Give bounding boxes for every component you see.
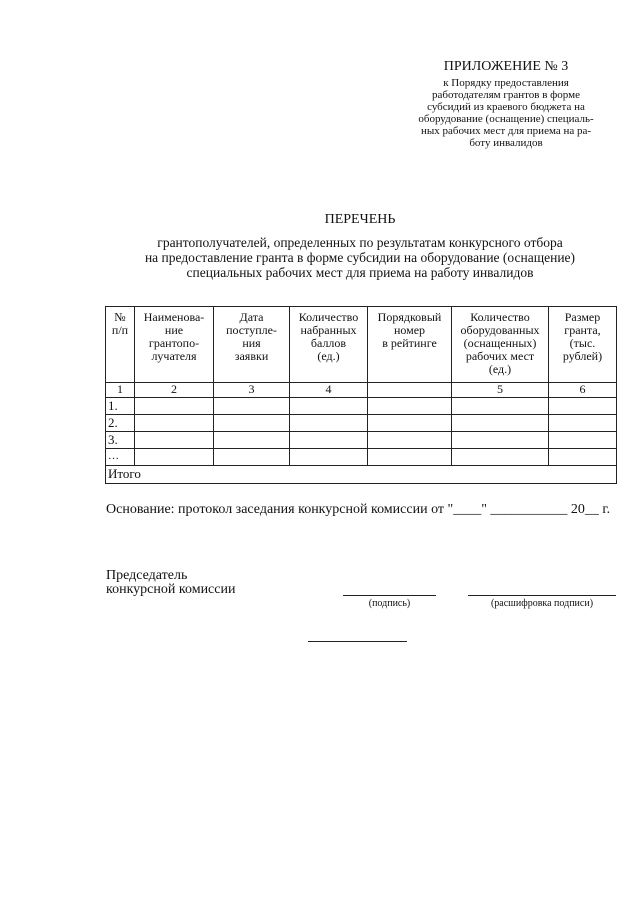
- table-cell[interactable]: [549, 398, 617, 415]
- chair-title-line: конкурсной комиссии: [106, 582, 236, 597]
- table-cell[interactable]: [290, 449, 368, 466]
- table-cell[interactable]: [214, 432, 290, 449]
- header-cell-workplaces: Количество оборудованных (оснащенных) рабочих мест (ед.): [452, 307, 549, 383]
- table-cell[interactable]: [452, 398, 549, 415]
- total-label: Итого: [106, 466, 617, 484]
- table-cell[interactable]: [452, 432, 549, 449]
- table-cell[interactable]: [290, 415, 368, 432]
- table-cell[interactable]: [549, 432, 617, 449]
- appendix-line: к Порядку предоставления: [443, 77, 569, 89]
- column-number-cell: 6: [549, 383, 617, 398]
- table-total-row: [106, 466, 617, 484]
- chair-title-line: Председатель: [106, 568, 188, 583]
- row-number-cell: 2.: [106, 415, 135, 432]
- document-heading: [100, 211, 620, 280]
- document-subtitle-line: на предоставление гранта в форме субсидии на оборудование (оснащение): [144, 250, 576, 265]
- column-number-cell: 3: [214, 383, 290, 398]
- appendix-line: работодателям грантов в форме: [432, 89, 580, 101]
- table-cell[interactable]: [368, 398, 452, 415]
- column-number-cell: [368, 383, 452, 398]
- table-cell[interactable]: [135, 415, 214, 432]
- table-row: [106, 415, 617, 432]
- table-cell[interactable]: [452, 449, 549, 466]
- basis-statement: Основание: протокол заседания конкурсной комиссии от "____" ___________ 20__ г.: [106, 502, 611, 517]
- signature-decoding-caption: (расшифровка подписи): [490, 598, 594, 609]
- grantees-table: [105, 306, 617, 484]
- header-cell-points: Количество набранных баллов (ед.): [290, 307, 368, 383]
- document-subtitle-line: грантополучателей, определенных по результатам конкурсного отбора: [157, 235, 563, 250]
- table-cell[interactable]: [135, 432, 214, 449]
- table-cell[interactable]: [135, 449, 214, 466]
- appendix-block: [392, 58, 620, 149]
- header-cell-grantee-name: Наименова- ние грантопо- лучателя: [135, 307, 214, 383]
- appendix-line: субсидий из краевого бюджета на: [427, 101, 585, 113]
- table-row: [106, 449, 617, 466]
- table-cell[interactable]: [549, 415, 617, 432]
- table-cell[interactable]: [214, 449, 290, 466]
- chair-title: [106, 569, 235, 597]
- document-subtitle-line: специальных рабочих мест для приема на работу инвалидов: [186, 265, 534, 280]
- appendix-line: оборудование (оснащение) специаль-: [418, 113, 594, 125]
- table-cell[interactable]: [368, 449, 452, 466]
- signature-caption: (подпись): [368, 598, 411, 609]
- table-cell[interactable]: [368, 432, 452, 449]
- header-cell-number: № п/п: [106, 307, 135, 383]
- appendix-title: ПРИЛОЖЕНИЕ № 3: [443, 59, 569, 74]
- row-number-cell: 3.: [106, 432, 135, 449]
- column-number-cell: 5: [452, 383, 549, 398]
- column-number-cell: 4: [290, 383, 368, 398]
- appendix-line: боту инвалидов: [469, 137, 543, 149]
- table-cell[interactable]: [368, 415, 452, 432]
- table-cell[interactable]: [290, 398, 368, 415]
- header-cell-rank: Порядковый номер в рейтинге: [368, 307, 452, 383]
- header-cell-application-date: Дата поступле- ния заявки: [214, 307, 290, 383]
- table-cell[interactable]: [135, 398, 214, 415]
- row-number-cell: 1.: [106, 398, 135, 415]
- signature-line[interactable]: [343, 595, 436, 596]
- appendix-line: ных рабочих мест для приема на ра-: [420, 125, 592, 137]
- table-row: [106, 398, 617, 415]
- column-number-row: [106, 383, 617, 398]
- column-number-cell: 2: [135, 383, 214, 398]
- table-cell[interactable]: [452, 415, 549, 432]
- table-cell[interactable]: [214, 398, 290, 415]
- header-cell-grant-amount: Размер гранта, (тыс. рублей): [549, 307, 617, 383]
- table-row: [106, 432, 617, 449]
- column-number-cell: 1: [106, 383, 135, 398]
- row-number-cell: …: [106, 449, 135, 466]
- date-line[interactable]: [308, 641, 407, 642]
- table-header-row: [106, 307, 617, 383]
- table-cell[interactable]: [214, 415, 290, 432]
- signature-decoding-line[interactable]: [468, 595, 616, 596]
- table-cell[interactable]: [549, 449, 617, 466]
- document-title: ПЕРЕЧЕНЬ: [324, 212, 396, 227]
- table-cell[interactable]: [290, 432, 368, 449]
